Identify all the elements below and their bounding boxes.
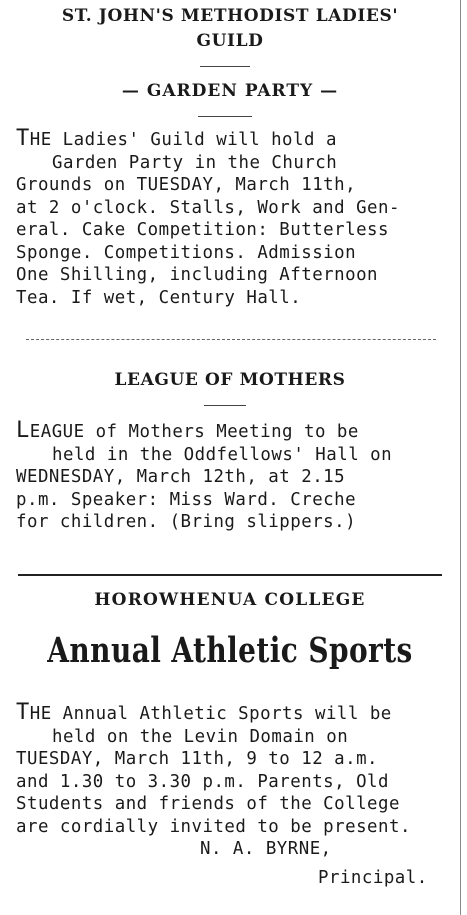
college-line-3: TUESDAY, March 11th, 9 to 12 a.m. [16,749,379,769]
guild-sub-rule [198,116,252,117]
guild-line-8: Tea. If wet, Century Hall. [16,287,302,308]
college-line-1: THE Annual Athletic Sports will be [16,700,392,725]
guild-line-6: Sponge. Competitions. Admission [16,242,357,263]
mothers-line-3: WEDNESDAY, March 12th, at 2.15 [16,467,346,487]
column-edge-rule [460,0,461,915]
guild-dropcap: T [16,126,30,151]
college-line-2: held on the Levin Domain on [52,726,349,747]
college-line-4: and 1.30 to 3.30 p.m. Parents, Old [16,771,389,792]
college-display-title: Annual Athletic Sports [47,630,413,671]
mothers-line-4: p.m. Speaker: Miss Ward. Creche [16,489,357,510]
college-dropcap: T [16,700,30,725]
mothers-notice-body [16,418,456,534]
signature-name: N. A. BYRNE, [200,839,332,859]
mothers-dropcap: L [16,418,30,443]
guild-line-2: Garden Party in the Church [52,152,338,173]
guild-line-5: eral. Cake Competition: Butterless [16,220,389,240]
college-line-6: are cordially invited to be present. [16,816,411,837]
guild-line-7: One Shilling, including Afternoon [16,265,379,285]
guild-short-rule [200,66,250,67]
college-line-5: Students and friends of the College [16,794,400,814]
mothers-heading: LEAGUE OF MOTHERS [114,370,346,390]
mothers-line-2: held in the Oddfellows' Hall on [52,444,393,465]
guild-line-1: THE Ladies' Guild will hold a [16,126,337,151]
mothers-section-divider [18,574,442,576]
mothers-short-rule [204,405,246,406]
guild-line-3: Grounds on TUESDAY, March 11th, [16,175,357,195]
guild-subheading: — GARDEN PARTY — [121,81,339,101]
guild-line-4: at 2 o'clock. Stalls, Work and Gen- [16,197,400,218]
signature-title: Principal. [318,868,428,888]
guild-heading-line1: ST. JOHN'S METHODIST LADIES' [61,6,399,26]
guild-section-divider [26,339,436,340]
guild-heading-line2: GUILD [196,31,264,51]
college-notice-body [16,700,456,838]
mothers-line-1: LEAGUE of Mothers Meeting to be [16,418,359,443]
mothers-line-5: for children. (Bring slippers.) [16,512,357,532]
guild-notice-body [16,126,456,309]
college-heading: HOROWHENUA COLLEGE [94,590,366,610]
